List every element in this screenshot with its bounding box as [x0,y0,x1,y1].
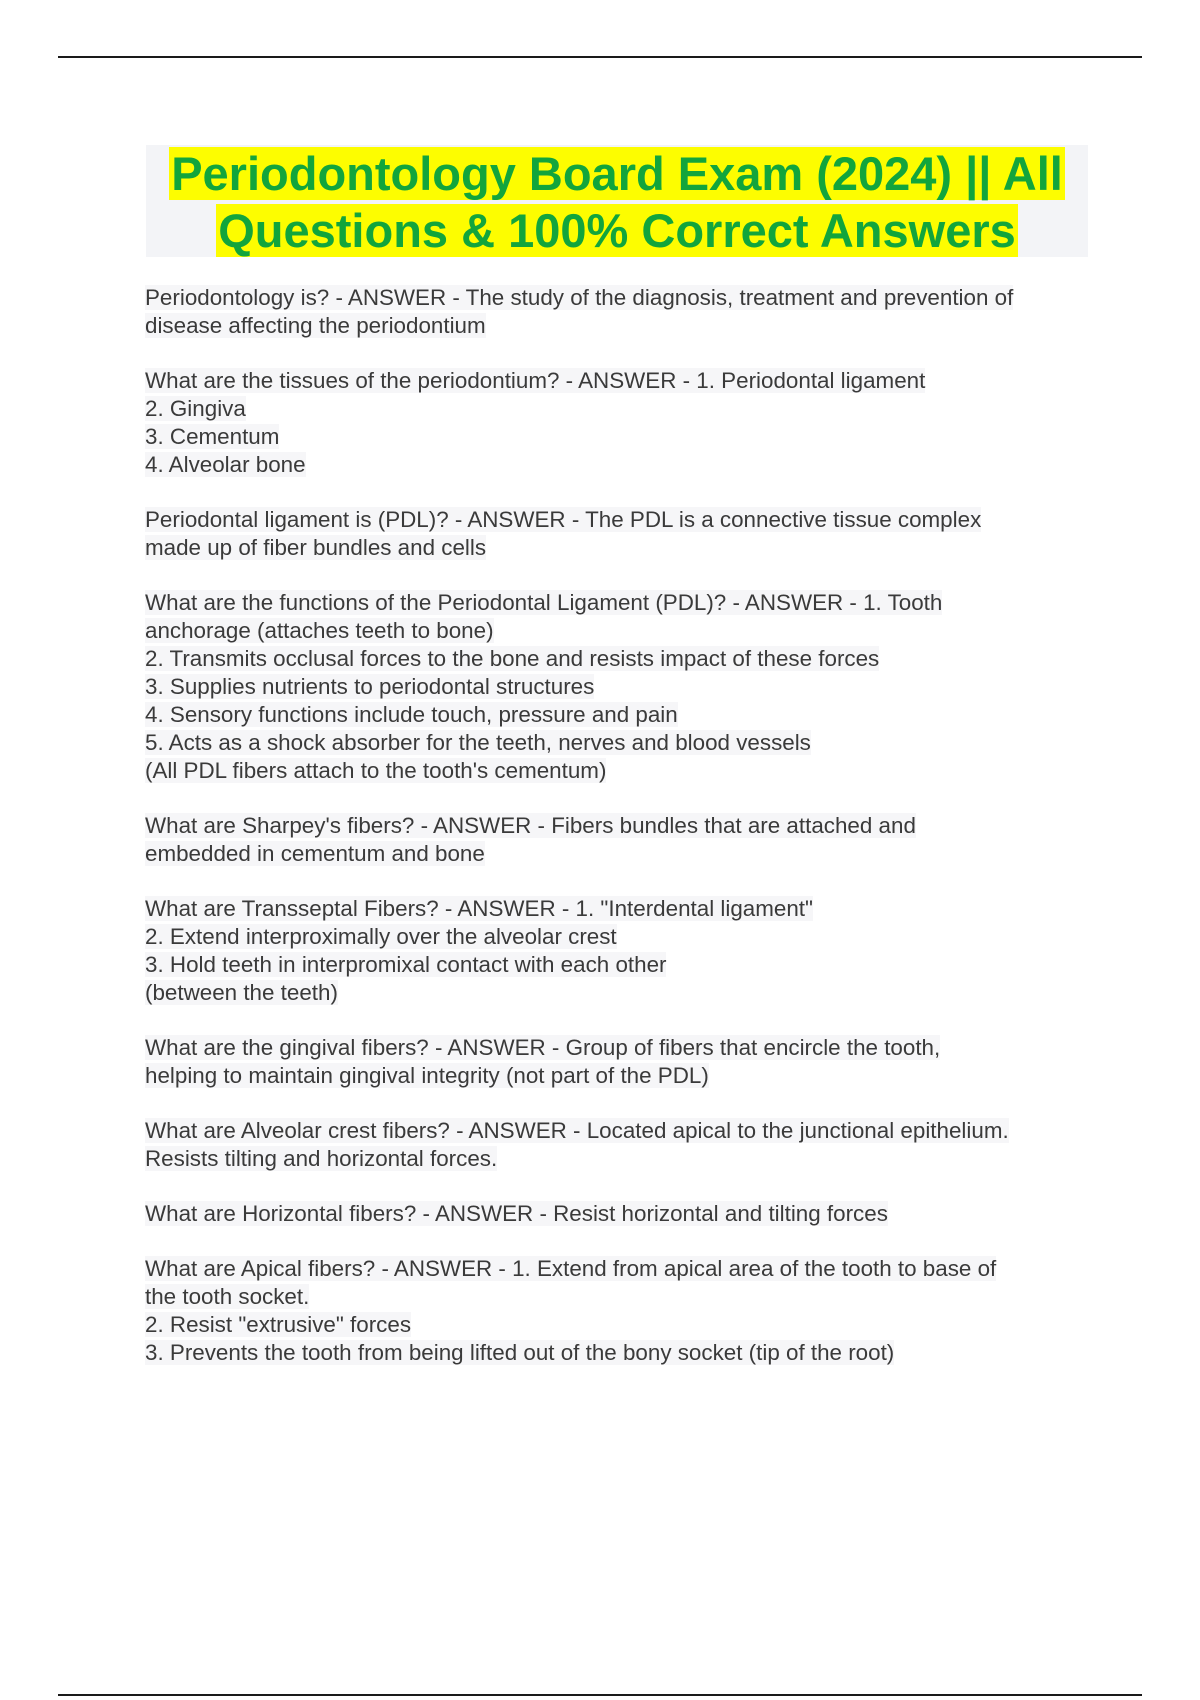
qa-item [145,812,1090,868]
qa-answer-line [145,923,1090,951]
qa-line-text: 5. Acts as a shock absorber for the teeth, nerves and blood vessels [145,730,811,755]
qa-item [145,506,1090,562]
top-rule [58,56,1142,58]
qa-item [145,1034,1090,1090]
document-title-line-1: Periodontology Board Exam (2024) || All [171,147,1063,200]
qa-question-line [145,895,1090,923]
qa-answer-line [145,451,1090,479]
qa-question-line [145,1255,1090,1283]
qa-line-text: 4. Alveolar bone [145,452,306,477]
qa-line-text: What are Horizontal fibers? - ANSWER - Resist horizontal and tilting forces [145,1201,888,1226]
qa-line-text: (All PDL fibers attach to the tooth's cementum) [145,758,607,783]
qa-line-text: the tooth socket. [145,1284,310,1309]
qa-line-text: Periodontology is? - ANSWER - The study of the diagnosis, treatment and prevention of [145,285,1014,310]
title-block [146,145,1088,257]
qa-item [145,895,1090,1007]
qa-list [145,284,1090,1394]
qa-answer-line [145,729,1090,757]
qa-answer-line [145,1339,1090,1367]
qa-item [145,284,1090,340]
qa-line-text: 4. Sensory functions include touch, pressure and pain [145,702,678,727]
qa-line-text: 2. Gingiva [145,396,246,421]
qa-answer-line [145,1062,1090,1090]
qa-line-text: What are the tissues of the periodontium? - ANSWER - 1. Periodontal ligament [145,368,926,393]
qa-line-text: 3. Cementum [145,424,280,449]
qa-answer-line [145,534,1090,562]
qa-question-line [145,1200,1090,1228]
qa-answer-line [145,1145,1090,1173]
qa-answer-line [145,979,1090,1007]
qa-answer-line [145,840,1090,868]
qa-question-line [145,589,1090,617]
qa-line-text: 2. Resist "extrusive" forces [145,1312,412,1337]
qa-question-line [145,812,1090,840]
document-title-line-2: Questions & 100% Correct Answers [218,204,1016,257]
qa-question-line [145,1034,1090,1062]
qa-line-text: (between the teeth) [145,980,338,1005]
qa-line-text: Periodontal ligament is (PDL)? - ANSWER - The PDL is a connective tissue complex [145,507,982,532]
qa-line-text: made up of fiber bundles and cells [145,535,487,560]
qa-answer-line [145,757,1090,785]
qa-question-line [145,284,1090,312]
qa-line-text: embedded in cementum and bone [145,841,485,866]
qa-answer-line [145,617,1090,645]
qa-item [145,367,1090,479]
qa-answer-line [145,951,1090,979]
qa-answer-line [145,312,1090,340]
qa-item [145,1117,1090,1173]
qa-line-text: 3. Prevents the tooth from being lifted out of the bony socket (tip of the root) [145,1340,895,1365]
qa-answer-line [145,423,1090,451]
qa-line-text: What are the gingival fibers? - ANSWER - Group of fibers that encircle the tooth, [145,1035,941,1060]
qa-line-text: helping to maintain gingival integrity (not part of the PDL) [145,1063,709,1088]
qa-line-text: 3. Hold teeth in interpromixal contact with each other [145,952,667,977]
qa-line-text: anchorage (attaches teeth to bone) [145,618,494,643]
qa-question-line [145,506,1090,534]
qa-line-text: What are Transseptal Fibers? - ANSWER - 1. "Interdental ligament" [145,896,813,921]
qa-line-text: 2. Transmits occlusal forces to the bone and resists impact of these forces [145,646,880,671]
qa-item [145,589,1090,785]
qa-line-text: What are Alveolar crest fibers? - ANSWER - Located apical to the junctional epithelium. [145,1118,1009,1143]
qa-line-text: What are the functions of the Periodontal Ligament (PDL)? - ANSWER - 1. Tooth [145,590,943,615]
qa-line-text: 2. Extend interproximally over the alveolar crest [145,924,617,949]
qa-line-text: 3. Supplies nutrients to periodontal structures [145,674,595,699]
title-inner [146,145,1088,259]
qa-line-text: What are Apical fibers? - ANSWER - 1. Extend from apical area of the tooth to base of [145,1256,997,1281]
qa-answer-line [145,701,1090,729]
qa-item [145,1200,1090,1228]
qa-item [145,1255,1090,1367]
qa-line-text: Resists tilting and horizontal forces. [145,1146,498,1171]
qa-answer-line [145,673,1090,701]
qa-question-line [145,367,1090,395]
bottom-rule [58,1694,1142,1696]
qa-answer-line [145,645,1090,673]
qa-answer-line [145,395,1090,423]
qa-answer-line [145,1283,1090,1311]
qa-line-text: disease affecting the periodontium [145,313,486,338]
qa-question-line [145,1117,1090,1145]
qa-answer-line [145,1311,1090,1339]
qa-line-text: What are Sharpey's fibers? - ANSWER - Fibers bundles that are attached and [145,813,916,838]
